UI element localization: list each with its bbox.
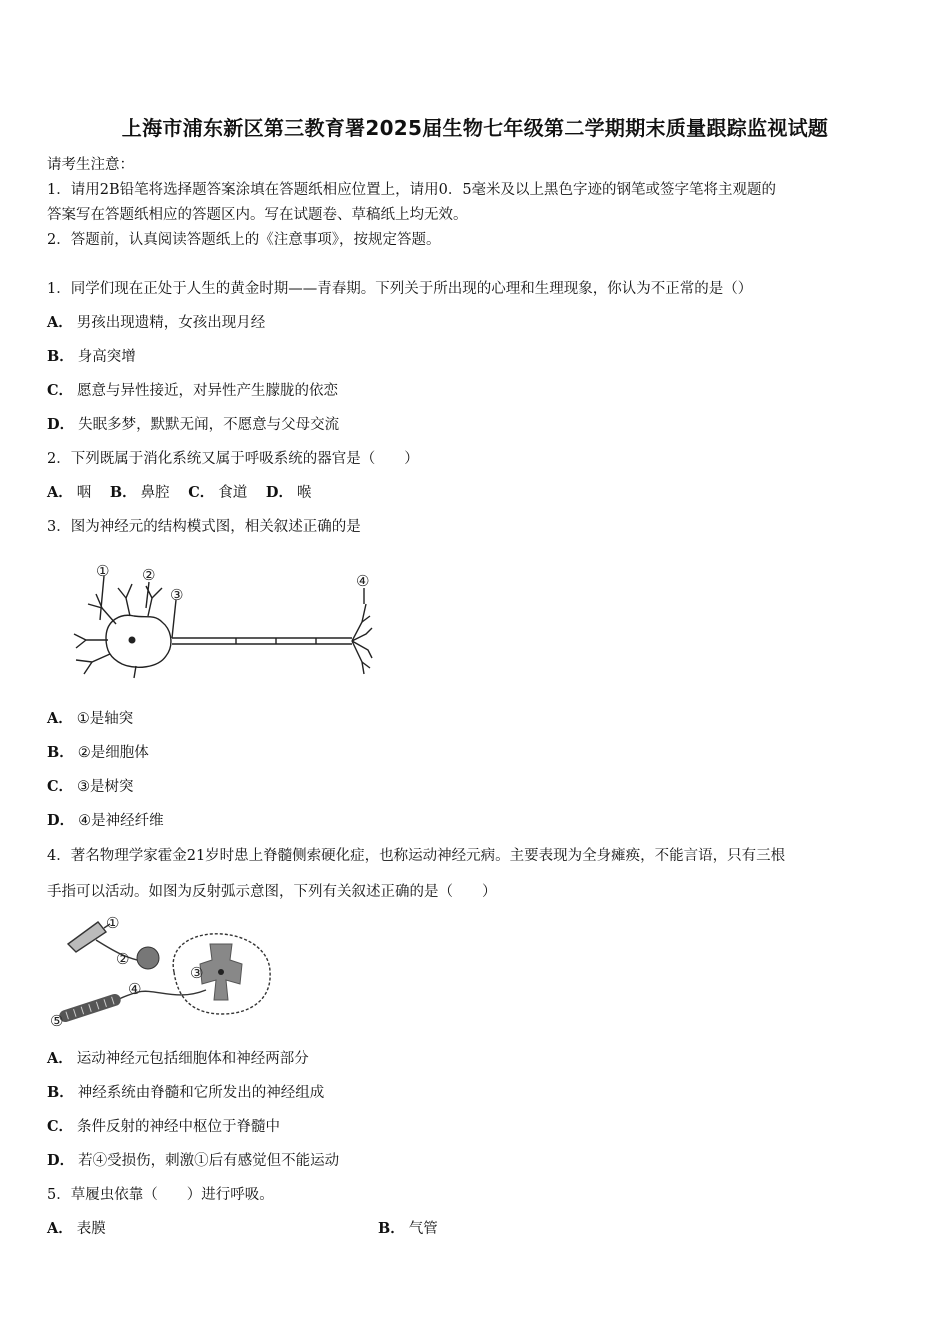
neuron-label-4: ④ (356, 572, 370, 590)
neuron-label-3: ③ (170, 586, 184, 604)
reflex-label-5: ⑤ (50, 1012, 64, 1030)
page-title: 上海市浦东新区第三教育署2025届生物七年级第二学期期末质量跟踪监视试题 (121, 116, 829, 140)
q4-stem-line-1: 4．著名物理学家霍金21岁时患上脊髓侧索硬化症，也称运动神经元病。主要表现为全身瘫痪，不能言语，只有三根 (47, 848, 786, 864)
q5-option-b: B． 气管 (378, 1220, 438, 1237)
q3-option-c: C． ③是树突 (47, 778, 134, 795)
q3-option-d: D． ④是神经纤维 (47, 812, 164, 829)
q3-option-a: A． ①是轴突 (47, 710, 134, 727)
q4-option-a: A． 运动神经元包括细胞体和神经两部分 (47, 1050, 309, 1067)
q1-option-d: D． 失眠多梦，默默无闻，不愿意与父母交流 (47, 416, 340, 433)
q3-stem: 3．图为神经元的结构模式图，相关叙述正确的是 (47, 519, 361, 535)
q1-option-c: C． 愿意与异性接近，对异性产生朦胧的依恋 (47, 382, 339, 399)
neuron-label-1: ① (96, 562, 110, 580)
reflex-label-3: ③ (190, 964, 204, 982)
neuron-diagram (66, 558, 386, 683)
reflex-label-2: ② (116, 950, 130, 968)
q1-option-a: A． 男孩出现遗精，女孩出现月经 (47, 314, 266, 331)
notice-heading: 请考生注意： (47, 157, 134, 173)
notice-item-1-line-1: 1．请用2B铅笔将选择题答案涂填在答题纸相应位置上，请用0．5毫米及以上黑色字迹的钢笔或签字笔将主观题的 (47, 182, 777, 198)
q2-options: A． 咽 B． 鼻腔 C． 食道 D． 喉 (47, 484, 312, 501)
q2-stem: 2．下列既属于消化系统又属于呼吸系统的器官是（ ） (47, 451, 419, 467)
q1-option-b: B． 身高突增 (47, 348, 136, 365)
neuron-label-2: ② (142, 566, 156, 584)
q4-stem-line-2: 手指可以活动。如图为反射弧示意图，下列有关叙述正确的是（ ） (47, 884, 497, 900)
q3-option-b: B． ②是细胞体 (47, 744, 149, 761)
reflex-label-4: ④ (128, 980, 142, 998)
q4-option-c: C． 条件反射的神经中枢位于脊髓中 (47, 1118, 281, 1135)
q1-stem: 1．同学们现在正处于人生的黄金时期——青春期。下列关于所出现的心理和生理现象，你认为不正常的是（） (47, 281, 753, 297)
reflex-label-1: ① (106, 914, 120, 932)
notice-item-2: 2．答题前，认真阅读答题纸上的《注意事项》，按规定答题。 (47, 232, 441, 248)
q4-option-b: B． 神经系统由脊髓和它所发出的神经组成 (47, 1084, 325, 1101)
q4-option-d: D． 若④受损伤，刺激①后有感觉但不能运动 (47, 1152, 340, 1169)
reflex-arc-diagram (46, 910, 278, 1034)
notice-item-1-line-2: 答案写在答题纸相应的答题区内。写在试题卷、草稿纸上均无效。 (47, 207, 468, 223)
q5-stem: 5．草履虫依靠（ ）进行呼吸。 (47, 1187, 274, 1203)
q5-option-a: A． 表膜 (47, 1220, 106, 1237)
